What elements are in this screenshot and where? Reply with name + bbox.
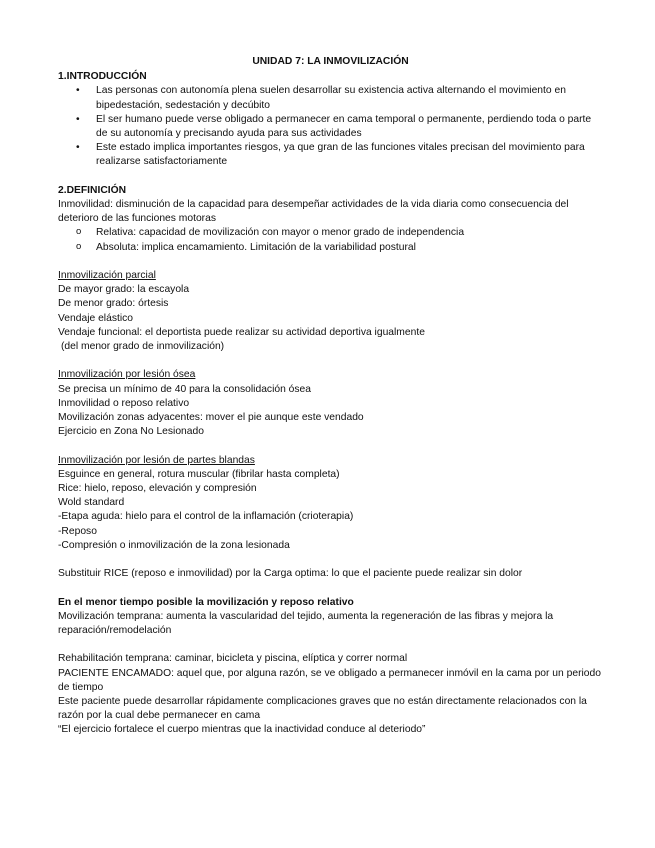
spacer (58, 170, 603, 184)
definicion-text: Inmovilidad: disminución de la capacidad para desempeñar actividades de la vida diaria como consecuencia del deterioro de las funciones motoras (58, 199, 569, 225)
intro-bullet-list (58, 84, 603, 169)
text-line: (del menor grado de inmovilización) (61, 341, 225, 353)
blandas-heading: Inmovilización por lesión de partes blandas (58, 454, 255, 466)
text-line: Se precisa un mínimo de 40 para la consolidación ósea (58, 383, 311, 395)
spacer (58, 439, 603, 453)
text-line: -Reposo (58, 525, 97, 537)
text-line: Ejercicio en Zona No Lesionado (58, 426, 204, 438)
list-item: • Este estado implica importantes riesgos, ya que gran de las funciones vitales precisan del movimiento para realizarse satisfactoriamente (58, 141, 603, 169)
text-line: Rice: hielo, reposo, elevación y compresión (58, 483, 257, 495)
document-title: UNIDAD 7: LA INMOVILIZACIÓN (252, 56, 409, 67)
text-line: Esguince en general, rotura muscular (fibrilar hasta completa) (58, 468, 340, 480)
text-line: Este paciente puede desarrollar rápidamente complicaciones graves que no están directamente relacionados con la razón por la cual debe permanecer en cama (58, 696, 587, 722)
substituir-text: Substituir RICE (reposo e inmovilidad) por la Carga optima: lo que el paciente puede realizar sin dolor (58, 568, 523, 580)
text-line: Vendaje funcional: el deportista puede realizar su actividad deportiva igualmente (58, 326, 425, 338)
text-line: Vendaje elástico (58, 312, 133, 324)
parcial-heading: Inmovilización parcial (58, 270, 156, 282)
text-line: -Compresión o inmovilización de la zona lesionada (58, 539, 290, 551)
list-item: o Absoluta: implica encamamiento. Limitación de la variabilidad postural (58, 241, 603, 255)
spacer (58, 553, 603, 567)
menor-tiempo-text: Movilización temprana: aumenta la vascularidad del tejido, aumenta la regeneración de las fibras y mejora la reparación/remodelación (58, 610, 554, 637)
osea-heading: Inmovilización por lesión ósea (58, 369, 196, 381)
spacer (58, 255, 603, 269)
text-line: Rehabilitación temprana: caminar, bicicleta y piscina, elíptica y correr normal (58, 653, 408, 665)
definicion-heading: 2.DEFINICIÓN (58, 184, 127, 196)
text-line: Movilización zonas adyacentes: mover el pie aunque este vendado (58, 412, 364, 424)
spacer (58, 581, 603, 595)
text-line: PACIENTE ENCAMADO: aquel que, por alguna razón, se ve obligado a permanecer inmóvil en la cama por un periodo de tiempo (58, 667, 601, 693)
list-item: o Relativa: capacidad de movilización con mayor o menor grado de independencia (58, 226, 603, 240)
spacer (58, 638, 603, 652)
text-line: De menor grado: órtesis (58, 298, 169, 310)
text-line: Inmovilidad o reposo relativo (58, 397, 190, 409)
quote-line: “El ejercicio fortalece el cuerpo mientras que la inactividad conduce al deteriodo” (58, 724, 426, 736)
text-line: De mayor grado: la escayola (58, 284, 190, 296)
text-line: Wold standard (58, 497, 125, 509)
intro-heading: 1.INTRODUCCIÓN (58, 71, 147, 83)
text-line: -Etapa aguda: hielo para el control de la inflamación (crioterapia) (58, 511, 354, 523)
list-item: • Las personas con autonomía plena suelen desarrollar su existencia activa alternando el movimiento en bipedestación, sedestación y decúbito (58, 84, 603, 112)
definicion-list (58, 226, 603, 254)
list-item: • El ser humano puede verse obligado a permanecer en cama temporal o permanente, perdiendo toda o parte de su autonomía y precisando ayuda para sus actividades (58, 113, 603, 141)
spacer (58, 354, 603, 368)
menor-tiempo-heading: En el menor tiempo posible la movilización y reposo relativo (58, 596, 354, 608)
